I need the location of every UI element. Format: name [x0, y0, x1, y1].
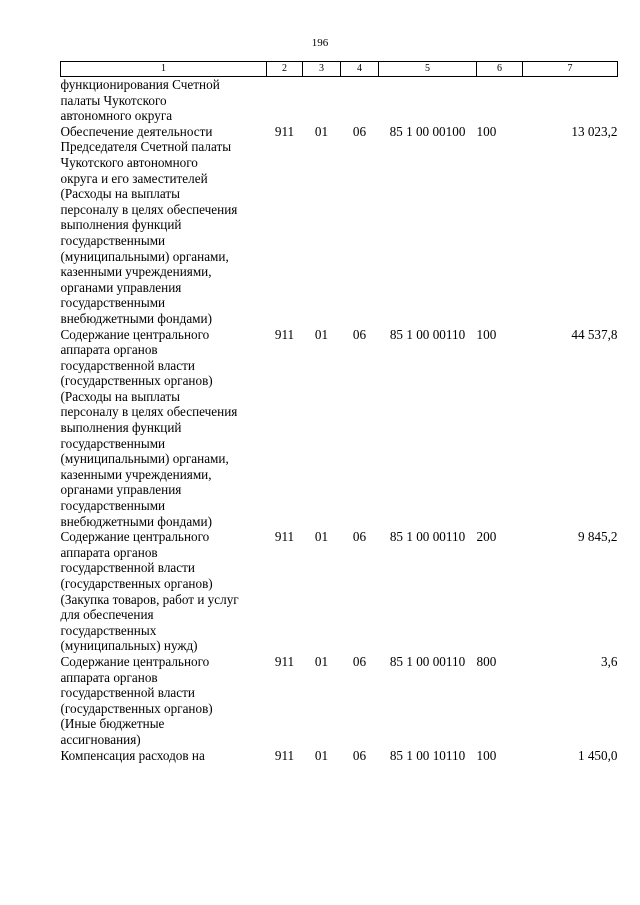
cell-subsection: 06 [352, 747, 367, 763]
header-col-4: 4 [341, 62, 379, 77]
cell-name-line: аппарата органов [60, 669, 158, 685]
table-body [61, 77, 618, 764]
cell-amount: 3,6 [601, 653, 618, 669]
header-col-5: 5 [379, 62, 477, 77]
cell-name-line: Обеспечение деятельности [60, 123, 213, 139]
cell-name-line: персоналу в целях обеспечения [60, 201, 238, 217]
cell-amount: 44 537,8 [571, 326, 618, 342]
cell-grbs: 911 [274, 747, 295, 763]
cell-name-line: государственной власти [60, 685, 195, 701]
cell-name-line: (государственных органов) [60, 700, 213, 716]
cell-target-article: 85 1 00 00110 [389, 326, 466, 342]
cell-name [61, 748, 267, 764]
cell-name-line: аппарата органов [60, 544, 158, 560]
cell-target-article: 85 1 00 00110 [389, 529, 466, 545]
table-row [61, 77, 618, 124]
cell-name-line: казенными учреждениями, [60, 264, 212, 280]
cell-name-line: органами управления [60, 482, 182, 498]
cell-amount: 1 450,0 [577, 747, 618, 763]
cell-target-article [379, 77, 477, 124]
cell-name-line: аппарата органов [60, 342, 158, 358]
header-row [61, 62, 618, 77]
cell-subsection: 06 [352, 653, 367, 669]
cell-name-line: государственными [60, 435, 166, 451]
cell-name-line: государственных [60, 622, 157, 638]
cell-name-line: (муниципальными) органами, [60, 451, 229, 467]
cell-expense-type: 100 [476, 123, 497, 139]
cell-name-line: палаты Чукотского [60, 92, 167, 108]
cell-name-line: для обеспечения [60, 607, 154, 623]
cell-name-line: государственными [60, 232, 166, 248]
header-col-3: 3 [303, 62, 341, 77]
cell-name-line: внебюджетными фондами) [60, 513, 212, 529]
cell-section: 01 [314, 529, 329, 545]
cell-name [61, 529, 267, 654]
cell-subsection: 06 [352, 529, 367, 545]
cell-expense-type: 100 [476, 747, 497, 763]
cell-subsection [341, 77, 379, 124]
cell-name-line: (Расходы на выплаты [60, 186, 180, 202]
cell-name-line: государственными [60, 498, 166, 514]
cell-name-line: государственной власти [60, 357, 195, 373]
cell-name-line: (Расходы на выплаты [60, 388, 180, 404]
cell-name-line: функционирования Счетной [60, 77, 220, 92]
cell-name-line: выполнения функций [60, 217, 182, 233]
cell-section: 01 [314, 123, 329, 139]
cell-amount [523, 77, 618, 124]
header-col-1: 1 [61, 62, 267, 77]
cell-amount: 13 023,2 [571, 123, 618, 139]
cell-name-line: внебюджетными фондами) [60, 310, 212, 326]
table-row [61, 327, 618, 530]
cell-grbs: 911 [274, 123, 295, 139]
cell-expense-type [477, 77, 523, 124]
cell-name-line: округа и его заместителей [60, 170, 208, 186]
cell-name-line: Содержание центрального [60, 529, 210, 545]
cell-name [61, 654, 267, 748]
cell-name-line: Председателя Счетной палаты [60, 139, 232, 155]
table-row [61, 748, 618, 764]
cell-name-line: персоналу в целях обеспечения [60, 404, 238, 420]
cell-name [61, 327, 267, 530]
table-row [61, 654, 618, 748]
cell-name-line: Содержание центрального [60, 653, 210, 669]
cell-name-line: (муниципальных) нужд) [60, 638, 198, 654]
cell-target-article: 85 1 00 10110 [389, 747, 466, 763]
cell-section: 01 [314, 653, 329, 669]
page-number: 196 [311, 37, 329, 49]
cell-section: 01 [314, 326, 329, 342]
cell-name-line: органами управления [60, 279, 182, 295]
header-col-2: 2 [267, 62, 303, 77]
cell-name-line: Чукотского автономного [60, 154, 198, 170]
cell-name-line: ассигнования) [60, 731, 141, 747]
cell-expense-type: 100 [476, 326, 497, 342]
cell-name [61, 124, 267, 327]
cell-name-line: (муниципальными) органами, [60, 248, 229, 264]
cell-grbs: 911 [274, 653, 295, 669]
cell-name-line: (государственных органов) [60, 576, 213, 591]
header-col-6: 6 [477, 62, 523, 77]
cell-expense-type: 200 [476, 529, 497, 545]
cell-expense-type: 800 [476, 653, 497, 669]
table-row [61, 529, 618, 654]
cell-target-article: 85 1 00 00110 [389, 653, 466, 669]
cell-name-line: автономного округа [60, 108, 173, 124]
table-row [61, 124, 618, 327]
cell-subsection: 06 [352, 123, 367, 139]
budget-table [60, 61, 618, 763]
cell-grbs: 911 [274, 326, 295, 342]
header-col-7: 7 [523, 62, 618, 77]
cell-name-line: казенными учреждениями, [60, 466, 212, 482]
cell-name-line: Содержание центрального [60, 326, 210, 342]
cell-name [61, 77, 267, 124]
cell-name-line: (Иные бюджетные [60, 716, 165, 732]
cell-name-line: Компенсация расходов на [60, 747, 205, 763]
cell-name-line: (Закупка товаров, работ и услуг [60, 591, 239, 607]
cell-name-line: государственными [60, 295, 166, 311]
cell-grbs [267, 77, 303, 124]
cell-subsection: 06 [352, 326, 367, 342]
cell-name-line: государственной власти [60, 560, 195, 576]
cell-name-line: выполнения функций [60, 420, 182, 436]
cell-grbs: 911 [274, 529, 295, 545]
cell-target-article: 85 1 00 00100 [389, 123, 466, 139]
cell-section: 01 [314, 747, 329, 763]
cell-section [303, 77, 341, 124]
cell-amount: 9 845,2 [577, 529, 618, 545]
cell-name-line: (государственных органов) [60, 373, 213, 389]
